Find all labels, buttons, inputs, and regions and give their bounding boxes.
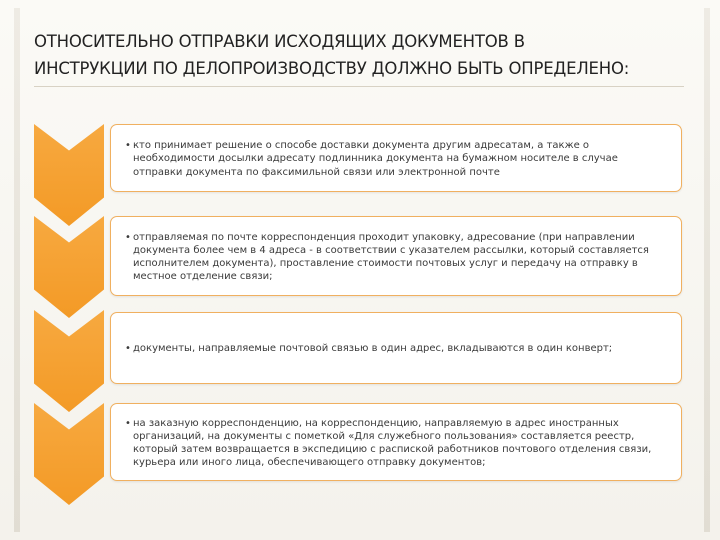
- list-item: [110, 312, 682, 384]
- chevron-arrow-icon: [34, 310, 104, 412]
- title-divider: [34, 86, 684, 87]
- list-item-text: • документы, направляемые почтовой связью в один адрес, вкладываются в один конверт;: [125, 342, 612, 355]
- slide-title: ОТНОСИТЕЛЬНО ОТПРАВКИ ИСХОДЯЩИХ ДОКУМЕНТОВ В ИНСТРУКЦИИ ПО ДЕЛОПРОИЗВОДСТВУ ДОЛЖНО БЫТЬ ОПРЕДЕЛЕНО:: [34, 32, 630, 78]
- right-frame-bar: [704, 8, 710, 532]
- chevron-arrow-icon: [34, 403, 104, 505]
- chevron-arrow-icon: [34, 124, 104, 226]
- list-item-text: • на заказную корреспонденцию, на корреспонденцию, направляемую в адрес иностранных организаций, на документы с пометкой «Для служебного пользования» составляется реестр, который затем возвращается в экспедицию с распиской работников почтового отделения связи, курьера или иного лица, обеспечивающего отправку документов;: [125, 417, 669, 470]
- list-item: [110, 124, 682, 192]
- list-item: [110, 403, 682, 481]
- list-item-text: • отправляемая по почте корреспонденция проходит упаковку, адресование (при направлении документа более чем в 4 адреса - в соответствии с указателем рассылки, который составляется исполнителем документа), проставление стоимости почтовых услуг и передачу на отправку в местное отделение связи;: [125, 231, 669, 284]
- list-item: [110, 216, 682, 296]
- list-item-text: • кто принимает решение о способе доставки документа другим адресатам, а также о необходимости досылки адресату подлинника документа на бумажном носителе в случае отправки документа по факсимильной связи или электронной почте: [125, 139, 669, 179]
- chevron-arrow-icon: [34, 216, 104, 318]
- left-frame-bar: [14, 8, 20, 532]
